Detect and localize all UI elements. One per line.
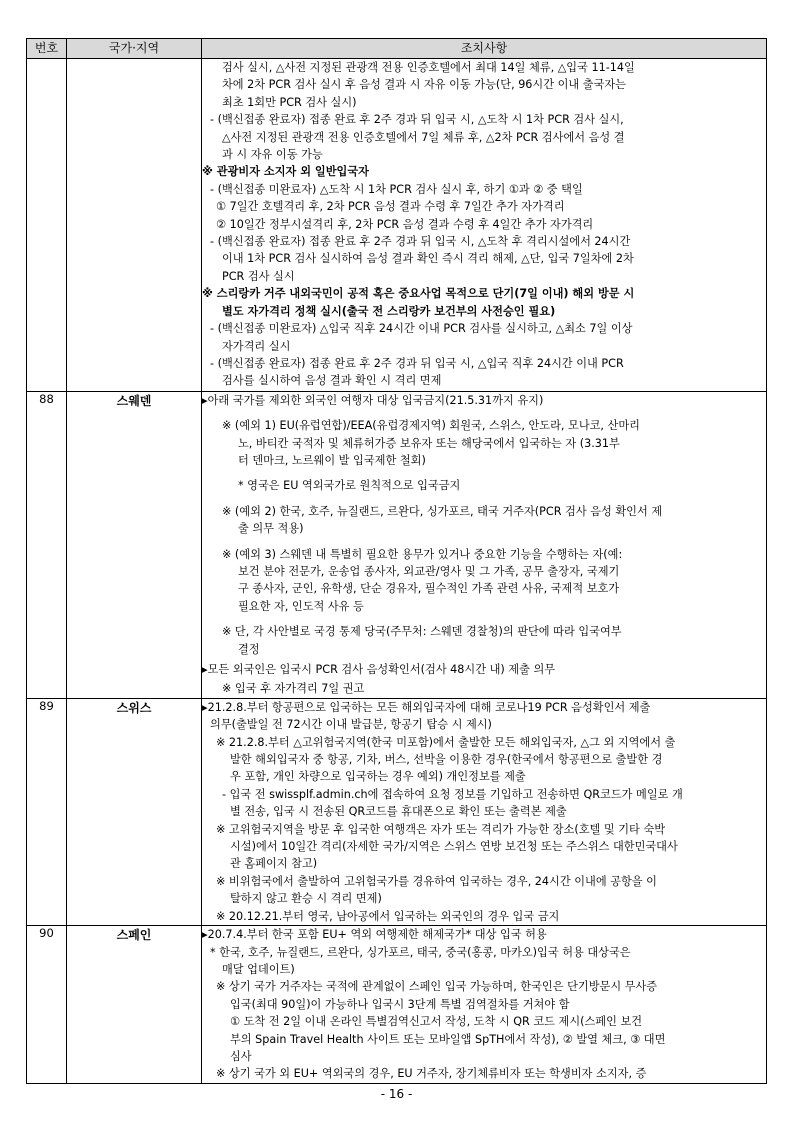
row-measures-cell — [202, 926, 767, 1084]
text-line: 부의 Spain Travel Health 사이트 또는 모바일앱 SpTH에서 작성), ② 발열 체크, ③ 대면 — [230, 1032, 666, 1046]
text-line: PCR 검사 실시 — [222, 269, 295, 283]
text-line: ※ 단, 각 사안별로 국경 통제 당국(주무처: 스웨덴 경찰청)의 판단에 따라 입국여부 — [222, 625, 622, 639]
row-number-cell: 88 — [27, 391, 67, 698]
page-number: - 16 - — [380, 1087, 413, 1101]
text-line: ※ (예외 3) 스웨덴 내 특별히 필요한 용무가 있거나 중요한 기능을 수행하는 자(예: — [222, 547, 623, 561]
text-line: 매달 업데이트) — [222, 962, 295, 976]
text-line: ※ (예외 2) 한국, 호주, 뉴질랜드, 르완다, 싱가포르, 태국 거주자(PCR 검사 음성 확인서 제 — [222, 504, 663, 518]
text-line: 관 홈페이지 참고) — [230, 857, 318, 871]
table-row — [27, 391, 767, 698]
text-line: 이내 1차 PCR 검사 실시하여 음성 결과 확인 즉시 격리 해제, △단, 입국 7일차에 2차 — [222, 252, 634, 266]
text-line: ※ 상기 국가 외 EU+ 역외국의 경우, EU 거주자, 장기체류비자 또는 학생비자 소지자, 증 — [216, 1067, 647, 1081]
header-measures: 조치사항 — [202, 39, 767, 59]
text-line: ※ 스리랑카 거주 내외국민이 공적 혹은 중요사업 목적으로 단기(7일 이내) 해외 방문 시 — [202, 287, 635, 301]
text-line: ▸20.7.4.부터 한국 포함 EU+ 역외 여행제한 해제국가* 대상 입국 허용 — [202, 928, 547, 942]
row-measures-cell — [202, 698, 767, 925]
table-header-row — [27, 39, 767, 59]
text-line: ※ 입국 후 자가격리 7일 권고 — [222, 682, 365, 696]
text-line: * 한국, 호주, 뉴질랜드, 르완다, 싱가포르, 태국, 중국(홍콩, 마카오)입국 허용 대상국은 — [210, 945, 631, 959]
text-line: ▸아래 국가를 제외한 외국인 여행자 대상 입국금지(21.5.31까지 유지) — [202, 393, 544, 407]
text-line: 발한 해외입국자 중 항공, 기차, 버스, 선박을 이용한 경우(한국에서 항공편으로 출발한 경 — [230, 753, 663, 767]
text-line: ① 도착 전 2일 이내 온라인 특별검역신고서 작성, 도착 시 QR 코드 제시(스페인 보건 — [230, 1015, 643, 1029]
text-line: 차에 2차 PCR 검사 실시 후 음성 결과 시 자유 이동 가능(단, 96시간 이내 출국자는 — [222, 78, 626, 92]
text-line: - (백신접종 완료자) 접종 완료 후 2주 경과 뒤 입국 시, △도착 후 격리시설에서 24시간 — [210, 235, 631, 249]
text-line: 의무(출발일 전 72시간 이내 발급분, 항공기 탑승 시 제시) — [210, 718, 492, 732]
text-line: 입국(최대 90일)이 가능하나 입국시 3단계 특별 검역절차를 거쳐야 함 — [230, 997, 570, 1011]
text-line: ※ 20.12.21.부터 영국, 남아공에서 입국하는 외국인의 경우 입국 금지 — [216, 909, 560, 923]
text-line: △사전 지정된 관광객 전용 인증호텔에서 7일 체류 후, △2차 PCR 검사에서 음성 결 — [222, 130, 625, 144]
table-row-continued — [27, 59, 767, 392]
text-line: ▸모든 외국인은 입국시 PCR 검사 음성확인서(검사 48시간 내) 제출 의무 — [202, 663, 556, 676]
row-number-cell: 89 — [27, 698, 67, 925]
text-line: 검사를 실시하여 음성 결과 확인 시 격리 면제 — [222, 374, 442, 388]
text-line: 노, 바티칸 국적자 및 체류허가증 보유자 또는 해당국에서 입국하는 자 (3.31부 — [238, 436, 620, 450]
row-measures-cell — [202, 391, 767, 698]
text-line: * 영국은 EU 역외국가로 원칙적으로 입국금지 — [238, 479, 461, 493]
row-country-cell: 스페인 — [67, 926, 202, 1084]
text-line: - (백신접종 완료자) 접종 완료 후 2주 경과 뒤 입국 시, △입국 직후 24시간 이내 PCR — [210, 356, 624, 370]
text-line: ※ 비위험국에서 출발하여 고위험국가를 경유하여 입국하는 경우, 24시간 이내에 공항을 이 — [216, 874, 657, 888]
text-line: 별도 자가격리 정책 실시(출국 전 스리랑카 보건부의 사전승인 필요) — [222, 304, 556, 318]
text-line: ▸21.2.8.부터 항공편으로 입국하는 모든 해외입국자에 대해 코로나19 PCR 음성확인서 제출 — [202, 700, 651, 714]
header-country: 국가·지역 — [67, 39, 202, 59]
text-line: ※ 관광비자 소지자 외 일반입국자 — [202, 165, 369, 179]
text-line: ※ 21.2.8.부터 △고위험국지역(한국 미포함)에서 출발한 모든 해외입국자, △그 외 지역에서 출 — [216, 735, 676, 749]
row-number-cell: 90 — [27, 926, 67, 1084]
text-line: 과 시 자유 이동 가능 — [222, 148, 323, 162]
text-line: - (백신접종 완료자) 접종 완료 후 2주 경과 뒤 입국 시, △도착 시 1차 PCR 검사 실시, — [210, 113, 624, 127]
text-line: 필요한 자, 인도적 사유 등 — [238, 599, 364, 613]
text-line: 자가격리 실시 — [222, 339, 291, 353]
row-number-cell — [27, 59, 67, 392]
header-number: 번호 — [27, 39, 67, 59]
text-line: 별 전송, 입국 시 전송된 QR코드를 휴대폰으로 확인 또는 출력본 제출 — [230, 805, 567, 819]
text-line: ① 7일간 호텔격리 후, 2차 PCR 음성 결과 수령 후 7일간 추가 자가격리 — [216, 200, 565, 214]
text-line: ※ 고위험국지역을 방문 후 입국한 여행객은 자가 또는 격리가 가능한 장소(호텔 및 기타 숙박 — [216, 822, 666, 836]
text-line: 검사 실시, △사전 지정된 관광객 전용 인증호텔에서 최대 14일 체류, △입국 11-14일 — [222, 61, 635, 74]
text-line: 터 덴마크, 노르웨이 발 입국제한 철회) — [238, 453, 426, 467]
measures-table — [26, 38, 767, 1084]
text-line: 우 포함, 개인 차량으로 입국하는 경우 예외) 개인정보를 제출 — [230, 770, 526, 784]
text-line: 보건 분야 전문가, 운송업 종사자, 외교관/영사 및 그 가족, 공무 출장자, 국제기 — [238, 564, 620, 578]
text-line: ※ (예외 1) EU(유럽연합)/EEA(유럽경제지역) 회원국, 스위스, 안도라, 모나코, 산마리 — [222, 419, 640, 433]
text-line: 시설)에서 10일간 격리(자세한 국가/지역은 스위스 연방 보건청 또는 주스위스 대한민국대사 — [230, 840, 678, 854]
text-line: 출 의무 적용) — [238, 522, 304, 536]
table-row — [27, 698, 767, 925]
text-line: 결정 — [238, 642, 260, 656]
row-country-cell: 스위스 — [67, 698, 202, 925]
text-line: - 입국 전 swissplf.admin.ch에 접속하여 요청 정보를 기입하고 전송하면 QR코드가 메일로 개 — [222, 787, 683, 801]
text-line: 탈하지 않고 환승 시 격리 면제) — [230, 892, 382, 906]
text-line: - (백신접종 미완료자) △입국 직후 24시간 이내 PCR 검사를 실시하고, △최소 7일 이상 — [210, 322, 633, 336]
row-country-cell: 스웨덴 — [67, 391, 202, 698]
row-measures-cell — [202, 59, 767, 392]
text-line: - (백신접종 미완료자) △도착 시 1차 PCR 검사 실시 후, 하기 ①과 ② 중 택일 — [210, 182, 583, 196]
row-country-cell — [67, 59, 202, 392]
table-row — [27, 926, 767, 1084]
text-line: ② 10일간 정부시설격리 후, 2차 PCR 음성 결과 수령 후 4일간 추가 자가격리 — [216, 217, 594, 231]
text-line: 구 종사자, 군인, 유학생, 단순 경유자, 필수적인 가족 관련 사유, 국제적 보호가 — [238, 582, 620, 596]
text-line: 심사 — [230, 1049, 252, 1063]
text-line: ※ 상기 국가 거주자는 국적에 관계없이 스페인 입국 가능하며, 한국인은 단기방문시 무사증 — [216, 980, 658, 994]
text-line: 최초 1회만 PCR 검사 실시) — [222, 95, 357, 109]
